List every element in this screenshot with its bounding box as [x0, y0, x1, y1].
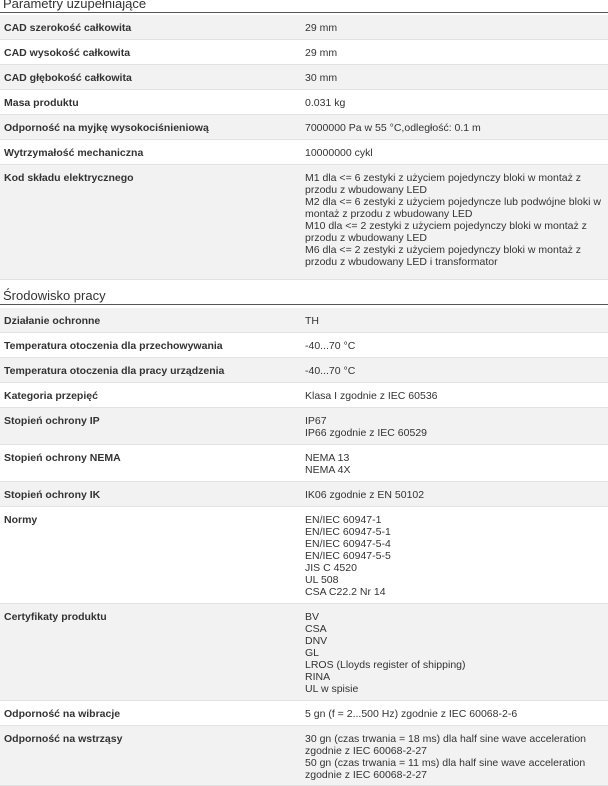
row-value-line: EN/IEC 60947-5-5	[305, 550, 391, 562]
row-value-line: NEMA 4X	[305, 464, 351, 476]
table-row	[0, 308, 608, 333]
row-value	[305, 72, 608, 89]
row-value	[305, 611, 608, 700]
table-row	[0, 90, 608, 115]
row-value-line: przodu z wbudowany LED	[305, 184, 427, 196]
row-value-line: 29 mm	[305, 47, 338, 59]
row-label: CAD szerokość całkowita	[4, 22, 132, 34]
table-row	[0, 726, 608, 786]
row-label: Certyfikaty produktu	[4, 611, 107, 623]
row-label: Stopień ochrony IK	[4, 489, 101, 501]
row-value-line: montaż z przodu z wbudowany LED	[305, 208, 473, 220]
row-value-line: 5 gn (f = 2...500 Hz) zgodnie z IEC 60068-2-6	[305, 708, 518, 720]
row-value	[305, 733, 608, 785]
row-value	[305, 172, 608, 279]
table-row	[0, 115, 608, 140]
table-row	[0, 482, 608, 507]
row-value-line: przodu z wbudowany LED	[305, 232, 427, 244]
row-value-line: M2 dla <= 6 zestyki z użyciem pojedyncze lub podwójne bloki w	[305, 196, 601, 208]
table-row	[0, 40, 608, 65]
row-value-line: IP66 zgodnie z IEC 60529	[305, 427, 428, 439]
row-label: CAD wysokość całkowita	[4, 47, 131, 59]
row-value-line: 7000000 Pa w 55 °C,odległość: 0.1 m	[305, 122, 481, 134]
table-row	[0, 408, 608, 445]
row-value-line: CSA	[305, 623, 327, 635]
row-value-line: 30 gn (czas trwania = 18 ms) dla half sine wave acceleration	[305, 733, 587, 745]
row-value-line: M6 dla <= 2 zestyki z użyciem pojedynczy bloki w montaż z	[305, 244, 582, 256]
row-value	[305, 708, 608, 725]
row-value	[305, 147, 608, 164]
row-label: Odporność na wibracje	[4, 708, 121, 720]
row-value-line: GL	[305, 647, 320, 659]
row-value-line: DNV	[305, 635, 328, 647]
row-value-line: Klasa I zgodnie z IEC 60536	[305, 390, 438, 402]
row-value-line: LROS (Lloyds register of shipping)	[305, 659, 466, 671]
row-label: Temperatura otoczenia dla przechowywania	[4, 340, 223, 352]
row-value	[305, 122, 608, 139]
row-value	[305, 452, 608, 481]
row-value-line: EN/IEC 60947-1	[305, 514, 382, 526]
section-title-environment: Środowisko pracy	[0, 289, 608, 305]
row-value-line: RINA	[305, 671, 331, 683]
row-value-line: 29 mm	[305, 22, 338, 34]
supplementary-table	[0, 15, 608, 280]
environment-table	[0, 308, 608, 786]
table-row	[0, 333, 608, 358]
row-value	[305, 22, 608, 39]
section-title-supplementary: Parametry uzupełniające	[0, 0, 608, 13]
row-value-line: przodu z wbudowany LED i transformator	[305, 256, 498, 268]
row-value	[305, 489, 608, 506]
row-label: Masa produktu	[4, 97, 79, 109]
row-value-line: UL 508	[305, 574, 339, 586]
row-value-line: 50 gn (czas trwania = 11 ms) dla half sine wave acceleration	[305, 757, 586, 769]
row-value-line: EN/IEC 60947-5-4	[305, 538, 391, 550]
row-label: Stopień ochrony IP	[4, 415, 100, 427]
row-value	[305, 47, 608, 64]
row-value-line: M1 dla <= 6 zestyki z użyciem pojedynczy bloki w montaż z	[305, 172, 582, 184]
row-value-line: TH	[305, 315, 319, 327]
row-label: Temperatura otoczenia dla pracy urządzenia	[4, 365, 225, 377]
row-label: Normy	[4, 514, 38, 526]
row-value-line: 10000000 cykl	[305, 147, 373, 159]
row-value-line: zgodnie z IEC 60068-2-27	[305, 769, 427, 781]
table-row	[0, 65, 608, 90]
row-value-line: -40...70 °C	[305, 340, 356, 352]
row-value	[305, 97, 608, 114]
row-value-line: CSA C22.2 Nr 14	[305, 586, 386, 598]
row-value-line: JIS C 4520	[305, 562, 357, 574]
table-row	[0, 165, 608, 280]
table-row	[0, 358, 608, 383]
row-value-line: UL w spisie	[305, 683, 359, 695]
row-value	[305, 415, 608, 444]
row-value-line: NEMA 13	[305, 452, 350, 464]
row-value-line: zgodnie z IEC 60068-2-27	[305, 745, 427, 757]
row-value	[305, 315, 608, 332]
row-value-line: -40...70 °C	[305, 365, 356, 377]
row-label: Działanie ochronne	[4, 315, 101, 327]
row-value-line: EN/IEC 60947-5-1	[305, 526, 391, 538]
row-value	[305, 514, 608, 603]
row-value-line: IK06 zgodnie z EN 50102	[305, 489, 425, 501]
table-row	[0, 15, 608, 40]
row-value-line: 0.031 kg	[305, 97, 346, 109]
row-value	[305, 390, 608, 407]
table-row	[0, 445, 608, 482]
table-row	[0, 140, 608, 165]
row-value	[305, 340, 608, 357]
row-value-line: BV	[305, 611, 320, 623]
row-label: Kategoria przepięć	[4, 390, 98, 402]
table-row	[0, 701, 608, 726]
table-row	[0, 383, 608, 408]
row-label: Kod składu elektrycznego	[4, 172, 134, 184]
row-label: Odporność na myjkę wysokociśnieniową	[4, 122, 209, 134]
row-value-line: IP67	[305, 415, 327, 427]
row-label: Wytrzymałość mechaniczna	[4, 147, 144, 159]
row-label: Stopień ochrony NEMA	[4, 452, 121, 464]
table-row	[0, 507, 608, 604]
row-value-line: M10 dla <= 2 zestyki z użyciem pojedynczy bloki w montaż z	[305, 220, 587, 232]
row-value-line: 30 mm	[305, 72, 338, 84]
table-row	[0, 604, 608, 701]
row-label: Odporność na wstrząsy	[4, 733, 123, 745]
row-value	[305, 365, 608, 382]
row-label: CAD głębokość całkowita	[4, 72, 132, 84]
